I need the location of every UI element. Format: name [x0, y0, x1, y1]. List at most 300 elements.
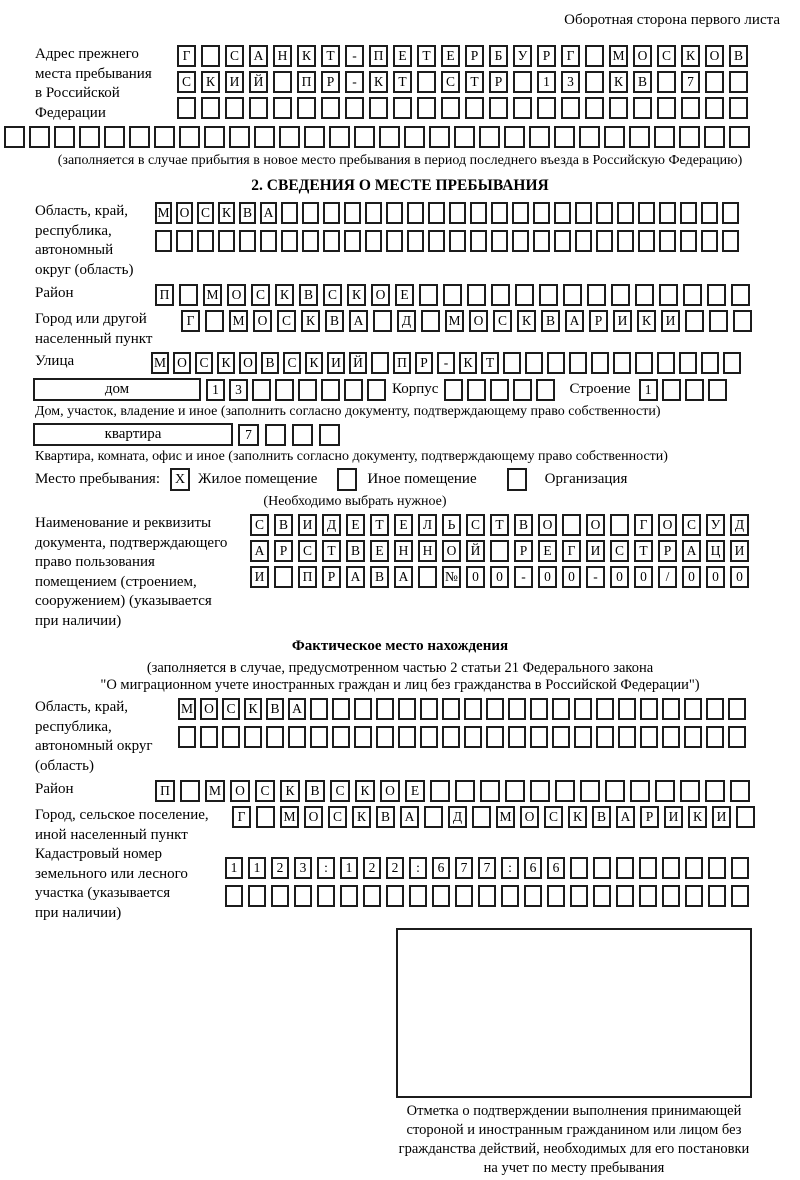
char-box[interactable]: Ц	[706, 540, 725, 562]
char-box[interactable]: В	[274, 514, 293, 536]
char-box[interactable]	[317, 885, 335, 907]
char-box[interactable]	[728, 698, 746, 720]
char-box[interactable]: В	[305, 780, 325, 802]
char-box[interactable]	[554, 202, 571, 224]
char-box[interactable]	[530, 780, 550, 802]
char-box[interactable]	[533, 202, 550, 224]
char-box[interactable]	[618, 726, 636, 748]
char-box[interactable]	[281, 230, 298, 252]
char-box[interactable]	[638, 202, 655, 224]
char-box[interactable]: О	[705, 45, 724, 67]
char-box[interactable]: В	[325, 310, 344, 332]
char-box[interactable]: С	[255, 780, 275, 802]
char-box[interactable]: К	[355, 780, 375, 802]
char-box[interactable]	[585, 97, 604, 119]
char-box[interactable]	[596, 698, 614, 720]
char-box[interactable]: -	[345, 45, 364, 67]
char-box[interactable]	[407, 230, 424, 252]
char-box[interactable]	[508, 698, 526, 720]
char-box[interactable]	[420, 698, 438, 720]
char-box[interactable]: К	[217, 352, 235, 374]
char-box[interactable]: А	[260, 202, 277, 224]
char-box[interactable]	[591, 352, 609, 374]
char-box[interactable]: 7	[238, 424, 259, 446]
char-box[interactable]	[513, 71, 532, 93]
char-box[interactable]: 2	[271, 857, 289, 879]
char-box[interactable]	[225, 97, 244, 119]
char-box[interactable]: М	[229, 310, 248, 332]
char-box[interactable]: 6	[524, 857, 542, 879]
char-box[interactable]: Г	[562, 540, 581, 562]
char-box[interactable]: В	[633, 71, 652, 93]
char-box[interactable]	[386, 230, 403, 252]
char-box[interactable]	[443, 284, 462, 306]
char-box[interactable]	[104, 126, 125, 148]
char-box[interactable]	[239, 230, 256, 252]
char-box[interactable]	[707, 284, 726, 306]
char-box[interactable]: Р	[658, 540, 677, 562]
char-box[interactable]: Й	[466, 540, 485, 562]
char-box[interactable]: 3	[229, 379, 248, 401]
char-box[interactable]	[570, 857, 588, 879]
char-box[interactable]	[225, 885, 243, 907]
char-box[interactable]	[449, 230, 466, 252]
char-box[interactable]: И	[250, 566, 269, 588]
char-box[interactable]: О	[586, 514, 605, 536]
char-box[interactable]	[513, 379, 532, 401]
char-box[interactable]: С	[323, 284, 342, 306]
char-box[interactable]: К	[347, 284, 366, 306]
char-box[interactable]	[593, 885, 611, 907]
char-box[interactable]	[657, 97, 676, 119]
char-box[interactable]	[323, 202, 340, 224]
char-box[interactable]	[709, 310, 728, 332]
char-box[interactable]	[491, 202, 508, 224]
char-box[interactable]	[465, 97, 484, 119]
char-box[interactable]: С	[544, 806, 563, 828]
char-box[interactable]	[432, 885, 450, 907]
char-box[interactable]: Р	[589, 310, 608, 332]
char-box[interactable]: В	[592, 806, 611, 828]
char-box[interactable]	[478, 885, 496, 907]
char-box[interactable]: О	[538, 514, 557, 536]
char-box[interactable]: 0	[706, 566, 725, 588]
char-box[interactable]	[530, 726, 548, 748]
char-box[interactable]: М	[151, 352, 169, 374]
char-box[interactable]	[302, 230, 319, 252]
char-box[interactable]	[708, 885, 726, 907]
char-box[interactable]	[464, 698, 482, 720]
char-box[interactable]: Р	[465, 45, 484, 67]
char-box[interactable]: 1	[206, 379, 225, 401]
char-box[interactable]	[616, 885, 634, 907]
char-box[interactable]	[266, 726, 284, 748]
char-box[interactable]: С	[283, 352, 301, 374]
char-box[interactable]: С	[222, 698, 240, 720]
char-box[interactable]: П	[297, 71, 316, 93]
char-box[interactable]	[617, 230, 634, 252]
char-box[interactable]: С	[610, 540, 629, 562]
char-box[interactable]	[218, 230, 235, 252]
char-box[interactable]: О	[304, 806, 323, 828]
char-box[interactable]: 0	[538, 566, 557, 588]
char-box[interactable]: О	[442, 540, 461, 562]
char-box[interactable]	[455, 780, 475, 802]
char-box[interactable]	[180, 780, 200, 802]
char-box[interactable]: В	[370, 566, 389, 588]
char-box[interactable]	[729, 97, 748, 119]
char-box[interactable]: У	[706, 514, 725, 536]
char-box[interactable]	[409, 885, 427, 907]
char-box[interactable]: О	[253, 310, 272, 332]
char-box[interactable]: 0	[562, 566, 581, 588]
char-box[interactable]	[398, 726, 416, 748]
char-box[interactable]	[680, 230, 697, 252]
char-box[interactable]: А	[682, 540, 701, 562]
char-box[interactable]: С	[251, 284, 270, 306]
char-box[interactable]	[340, 885, 358, 907]
char-box[interactable]	[611, 284, 630, 306]
char-box[interactable]	[29, 126, 50, 148]
char-box[interactable]	[430, 780, 450, 802]
char-box[interactable]	[683, 284, 702, 306]
char-box[interactable]	[417, 97, 436, 119]
char-box[interactable]: О	[658, 514, 677, 536]
char-box[interactable]: И	[327, 352, 345, 374]
char-box[interactable]	[365, 202, 382, 224]
char-box[interactable]	[596, 230, 613, 252]
char-box[interactable]	[321, 97, 340, 119]
char-box[interactable]	[604, 126, 625, 148]
char-box[interactable]	[329, 126, 350, 148]
char-box[interactable]: О	[633, 45, 652, 67]
char-box[interactable]: 0	[682, 566, 701, 588]
char-box[interactable]: О	[380, 780, 400, 802]
char-box[interactable]	[197, 230, 214, 252]
char-box[interactable]: М	[445, 310, 464, 332]
char-box[interactable]	[449, 202, 466, 224]
char-box[interactable]: 0	[466, 566, 485, 588]
char-box[interactable]	[344, 202, 361, 224]
char-box[interactable]	[635, 284, 654, 306]
char-box[interactable]	[705, 780, 725, 802]
char-box[interactable]	[489, 97, 508, 119]
char-box[interactable]: И	[730, 540, 749, 562]
char-box[interactable]	[508, 726, 526, 748]
char-box[interactable]	[685, 379, 704, 401]
char-box[interactable]: С	[328, 806, 347, 828]
char-box[interactable]	[155, 230, 172, 252]
char-box[interactable]	[393, 97, 412, 119]
char-box[interactable]	[657, 71, 676, 93]
char-box[interactable]	[555, 780, 575, 802]
char-box[interactable]: К	[517, 310, 536, 332]
char-box[interactable]	[704, 126, 725, 148]
char-box[interactable]: К	[688, 806, 707, 828]
char-box[interactable]	[252, 379, 271, 401]
char-box[interactable]	[662, 698, 680, 720]
char-box[interactable]	[662, 857, 680, 879]
char-box[interactable]	[321, 379, 340, 401]
char-box[interactable]	[4, 126, 25, 148]
char-box[interactable]: А	[400, 806, 419, 828]
char-box[interactable]: Р	[640, 806, 659, 828]
char-box[interactable]	[254, 126, 275, 148]
char-box[interactable]: 3	[561, 71, 580, 93]
char-box[interactable]	[201, 97, 220, 119]
char-box[interactable]: Е	[538, 540, 557, 562]
char-box[interactable]: Р	[489, 71, 508, 93]
char-box[interactable]	[480, 780, 500, 802]
char-box[interactable]: В	[299, 284, 318, 306]
char-box[interactable]	[376, 726, 394, 748]
char-box[interactable]	[706, 698, 724, 720]
char-box[interactable]	[659, 230, 676, 252]
char-box[interactable]	[398, 698, 416, 720]
char-box[interactable]	[244, 726, 262, 748]
char-box[interactable]	[354, 698, 372, 720]
char-box[interactable]: А	[394, 566, 413, 588]
char-box[interactable]	[248, 885, 266, 907]
char-box[interactable]	[275, 379, 294, 401]
char-box[interactable]	[638, 230, 655, 252]
char-box[interactable]	[639, 885, 657, 907]
char-box[interactable]	[708, 857, 726, 879]
char-box[interactable]: С	[197, 202, 214, 224]
char-box[interactable]: Д	[397, 310, 416, 332]
char-box[interactable]: С	[493, 310, 512, 332]
char-box[interactable]: :	[501, 857, 519, 879]
char-box[interactable]	[662, 726, 680, 748]
char-box[interactable]: 6	[547, 857, 565, 879]
char-box[interactable]	[417, 71, 436, 93]
char-box[interactable]: С	[225, 45, 244, 67]
char-box[interactable]	[596, 726, 614, 748]
char-box[interactable]	[386, 885, 404, 907]
char-box[interactable]	[640, 726, 658, 748]
char-box[interactable]	[681, 97, 700, 119]
char-box[interactable]	[574, 698, 592, 720]
char-box[interactable]	[563, 284, 582, 306]
char-box[interactable]: С	[298, 540, 317, 562]
char-box[interactable]	[569, 352, 587, 374]
char-box[interactable]: К	[218, 202, 235, 224]
char-box[interactable]	[222, 726, 240, 748]
char-box[interactable]: А	[565, 310, 584, 332]
char-box[interactable]	[705, 97, 724, 119]
char-box[interactable]	[271, 885, 289, 907]
char-box[interactable]	[547, 352, 565, 374]
char-box[interactable]	[288, 726, 306, 748]
char-box[interactable]: И	[298, 514, 317, 536]
char-box[interactable]: Т	[393, 71, 412, 93]
char-box[interactable]: К	[297, 45, 316, 67]
char-box[interactable]: 7	[478, 857, 496, 879]
char-box[interactable]	[596, 202, 613, 224]
char-box[interactable]: И	[712, 806, 731, 828]
char-box[interactable]: Г	[181, 310, 200, 332]
char-box[interactable]: Е	[370, 540, 389, 562]
char-box[interactable]	[281, 202, 298, 224]
char-box[interactable]: Б	[489, 45, 508, 67]
char-box[interactable]: Е	[441, 45, 460, 67]
char-box[interactable]	[547, 885, 565, 907]
char-box[interactable]	[455, 885, 473, 907]
char-box[interactable]: К	[609, 71, 628, 93]
char-box[interactable]: К	[681, 45, 700, 67]
char-box[interactable]: С	[682, 514, 701, 536]
char-box[interactable]: И	[613, 310, 632, 332]
char-box[interactable]: К	[301, 310, 320, 332]
char-box[interactable]	[323, 230, 340, 252]
char-box[interactable]: С	[177, 71, 196, 93]
char-box[interactable]	[610, 514, 629, 536]
char-box[interactable]	[428, 230, 445, 252]
char-box[interactable]: А	[349, 310, 368, 332]
char-box[interactable]	[579, 126, 600, 148]
checkbox-organization[interactable]	[507, 468, 527, 491]
char-box[interactable]	[701, 352, 719, 374]
char-box[interactable]	[491, 230, 508, 252]
char-box[interactable]: Р	[274, 540, 293, 562]
char-box[interactable]	[54, 126, 75, 148]
char-box[interactable]	[249, 97, 268, 119]
char-box[interactable]	[731, 284, 750, 306]
char-box[interactable]: 2	[363, 857, 381, 879]
char-box[interactable]: -	[514, 566, 533, 588]
char-box[interactable]	[679, 126, 700, 148]
char-box[interactable]	[444, 379, 463, 401]
char-box[interactable]: А	[249, 45, 268, 67]
char-box[interactable]: В	[514, 514, 533, 536]
char-box[interactable]	[657, 352, 675, 374]
char-box[interactable]: Р	[321, 71, 340, 93]
char-box[interactable]: В	[266, 698, 284, 720]
char-box[interactable]	[525, 352, 543, 374]
char-box[interactable]	[386, 202, 403, 224]
char-box[interactable]: М	[203, 284, 222, 306]
char-box[interactable]	[554, 126, 575, 148]
char-box[interactable]: П	[155, 780, 175, 802]
char-box[interactable]	[470, 202, 487, 224]
char-box[interactable]	[297, 97, 316, 119]
char-box[interactable]	[486, 698, 504, 720]
char-box[interactable]	[344, 230, 361, 252]
char-box[interactable]	[616, 857, 634, 879]
char-box[interactable]: К	[459, 352, 477, 374]
char-box[interactable]: В	[376, 806, 395, 828]
char-box[interactable]	[685, 310, 704, 332]
char-box[interactable]: О	[230, 780, 250, 802]
char-box[interactable]	[464, 726, 482, 748]
char-box[interactable]	[640, 698, 658, 720]
char-box[interactable]: Н	[273, 45, 292, 67]
char-box[interactable]: К	[352, 806, 371, 828]
char-box[interactable]	[279, 126, 300, 148]
char-box[interactable]	[529, 126, 550, 148]
char-box[interactable]: К	[244, 698, 262, 720]
char-box[interactable]	[79, 126, 100, 148]
char-box[interactable]: И	[225, 71, 244, 93]
char-box[interactable]: Е	[394, 514, 413, 536]
char-box[interactable]	[365, 230, 382, 252]
char-box[interactable]: С	[250, 514, 269, 536]
char-box[interactable]: И	[664, 806, 683, 828]
char-box[interactable]: Р	[322, 566, 341, 588]
char-box[interactable]: Р	[415, 352, 433, 374]
char-box[interactable]	[256, 806, 275, 828]
char-box[interactable]: О	[469, 310, 488, 332]
char-box[interactable]	[304, 126, 325, 148]
char-box[interactable]: О	[176, 202, 193, 224]
char-box[interactable]	[729, 71, 748, 93]
char-box[interactable]: М	[155, 202, 172, 224]
char-box[interactable]: Н	[418, 540, 437, 562]
char-box[interactable]	[731, 885, 749, 907]
char-box[interactable]	[536, 379, 555, 401]
char-box[interactable]	[680, 780, 700, 802]
char-box[interactable]	[373, 310, 392, 332]
char-box[interactable]	[501, 885, 519, 907]
char-box[interactable]	[613, 352, 631, 374]
char-box[interactable]	[260, 230, 277, 252]
char-box[interactable]: №	[442, 566, 461, 588]
char-box[interactable]	[332, 698, 350, 720]
char-box[interactable]	[424, 806, 443, 828]
char-box[interactable]	[505, 780, 525, 802]
char-box[interactable]: О	[371, 284, 390, 306]
char-box[interactable]: Т	[634, 540, 653, 562]
char-box[interactable]	[274, 566, 293, 588]
char-box[interactable]	[708, 379, 727, 401]
char-box[interactable]: К	[280, 780, 300, 802]
char-box[interactable]	[154, 126, 175, 148]
char-box[interactable]: -	[586, 566, 605, 588]
char-box[interactable]: Е	[405, 780, 425, 802]
char-box[interactable]	[441, 97, 460, 119]
char-box[interactable]: О	[520, 806, 539, 828]
char-box[interactable]	[363, 885, 381, 907]
char-box[interactable]	[371, 352, 389, 374]
char-box[interactable]: А	[346, 566, 365, 588]
char-box[interactable]	[298, 379, 317, 401]
char-box[interactable]: Г	[232, 806, 251, 828]
char-box[interactable]	[736, 806, 755, 828]
char-box[interactable]	[467, 379, 486, 401]
char-box[interactable]: -	[437, 352, 455, 374]
char-box[interactable]: П	[155, 284, 174, 306]
char-box[interactable]: Т	[322, 540, 341, 562]
char-box[interactable]: /	[658, 566, 677, 588]
char-box[interactable]	[630, 780, 650, 802]
char-box[interactable]	[419, 284, 438, 306]
char-box[interactable]	[659, 202, 676, 224]
char-box[interactable]	[574, 726, 592, 748]
char-box[interactable]: Е	[395, 284, 414, 306]
char-box[interactable]: О	[173, 352, 191, 374]
char-box[interactable]: В	[239, 202, 256, 224]
char-box[interactable]	[179, 126, 200, 148]
char-box[interactable]	[503, 352, 521, 374]
char-box[interactable]: 0	[634, 566, 653, 588]
char-box[interactable]	[705, 71, 724, 93]
char-box[interactable]	[292, 424, 313, 446]
char-box[interactable]	[421, 310, 440, 332]
char-box[interactable]	[513, 97, 532, 119]
char-box[interactable]	[379, 126, 400, 148]
char-box[interactable]	[273, 97, 292, 119]
char-box[interactable]: 2	[386, 857, 404, 879]
